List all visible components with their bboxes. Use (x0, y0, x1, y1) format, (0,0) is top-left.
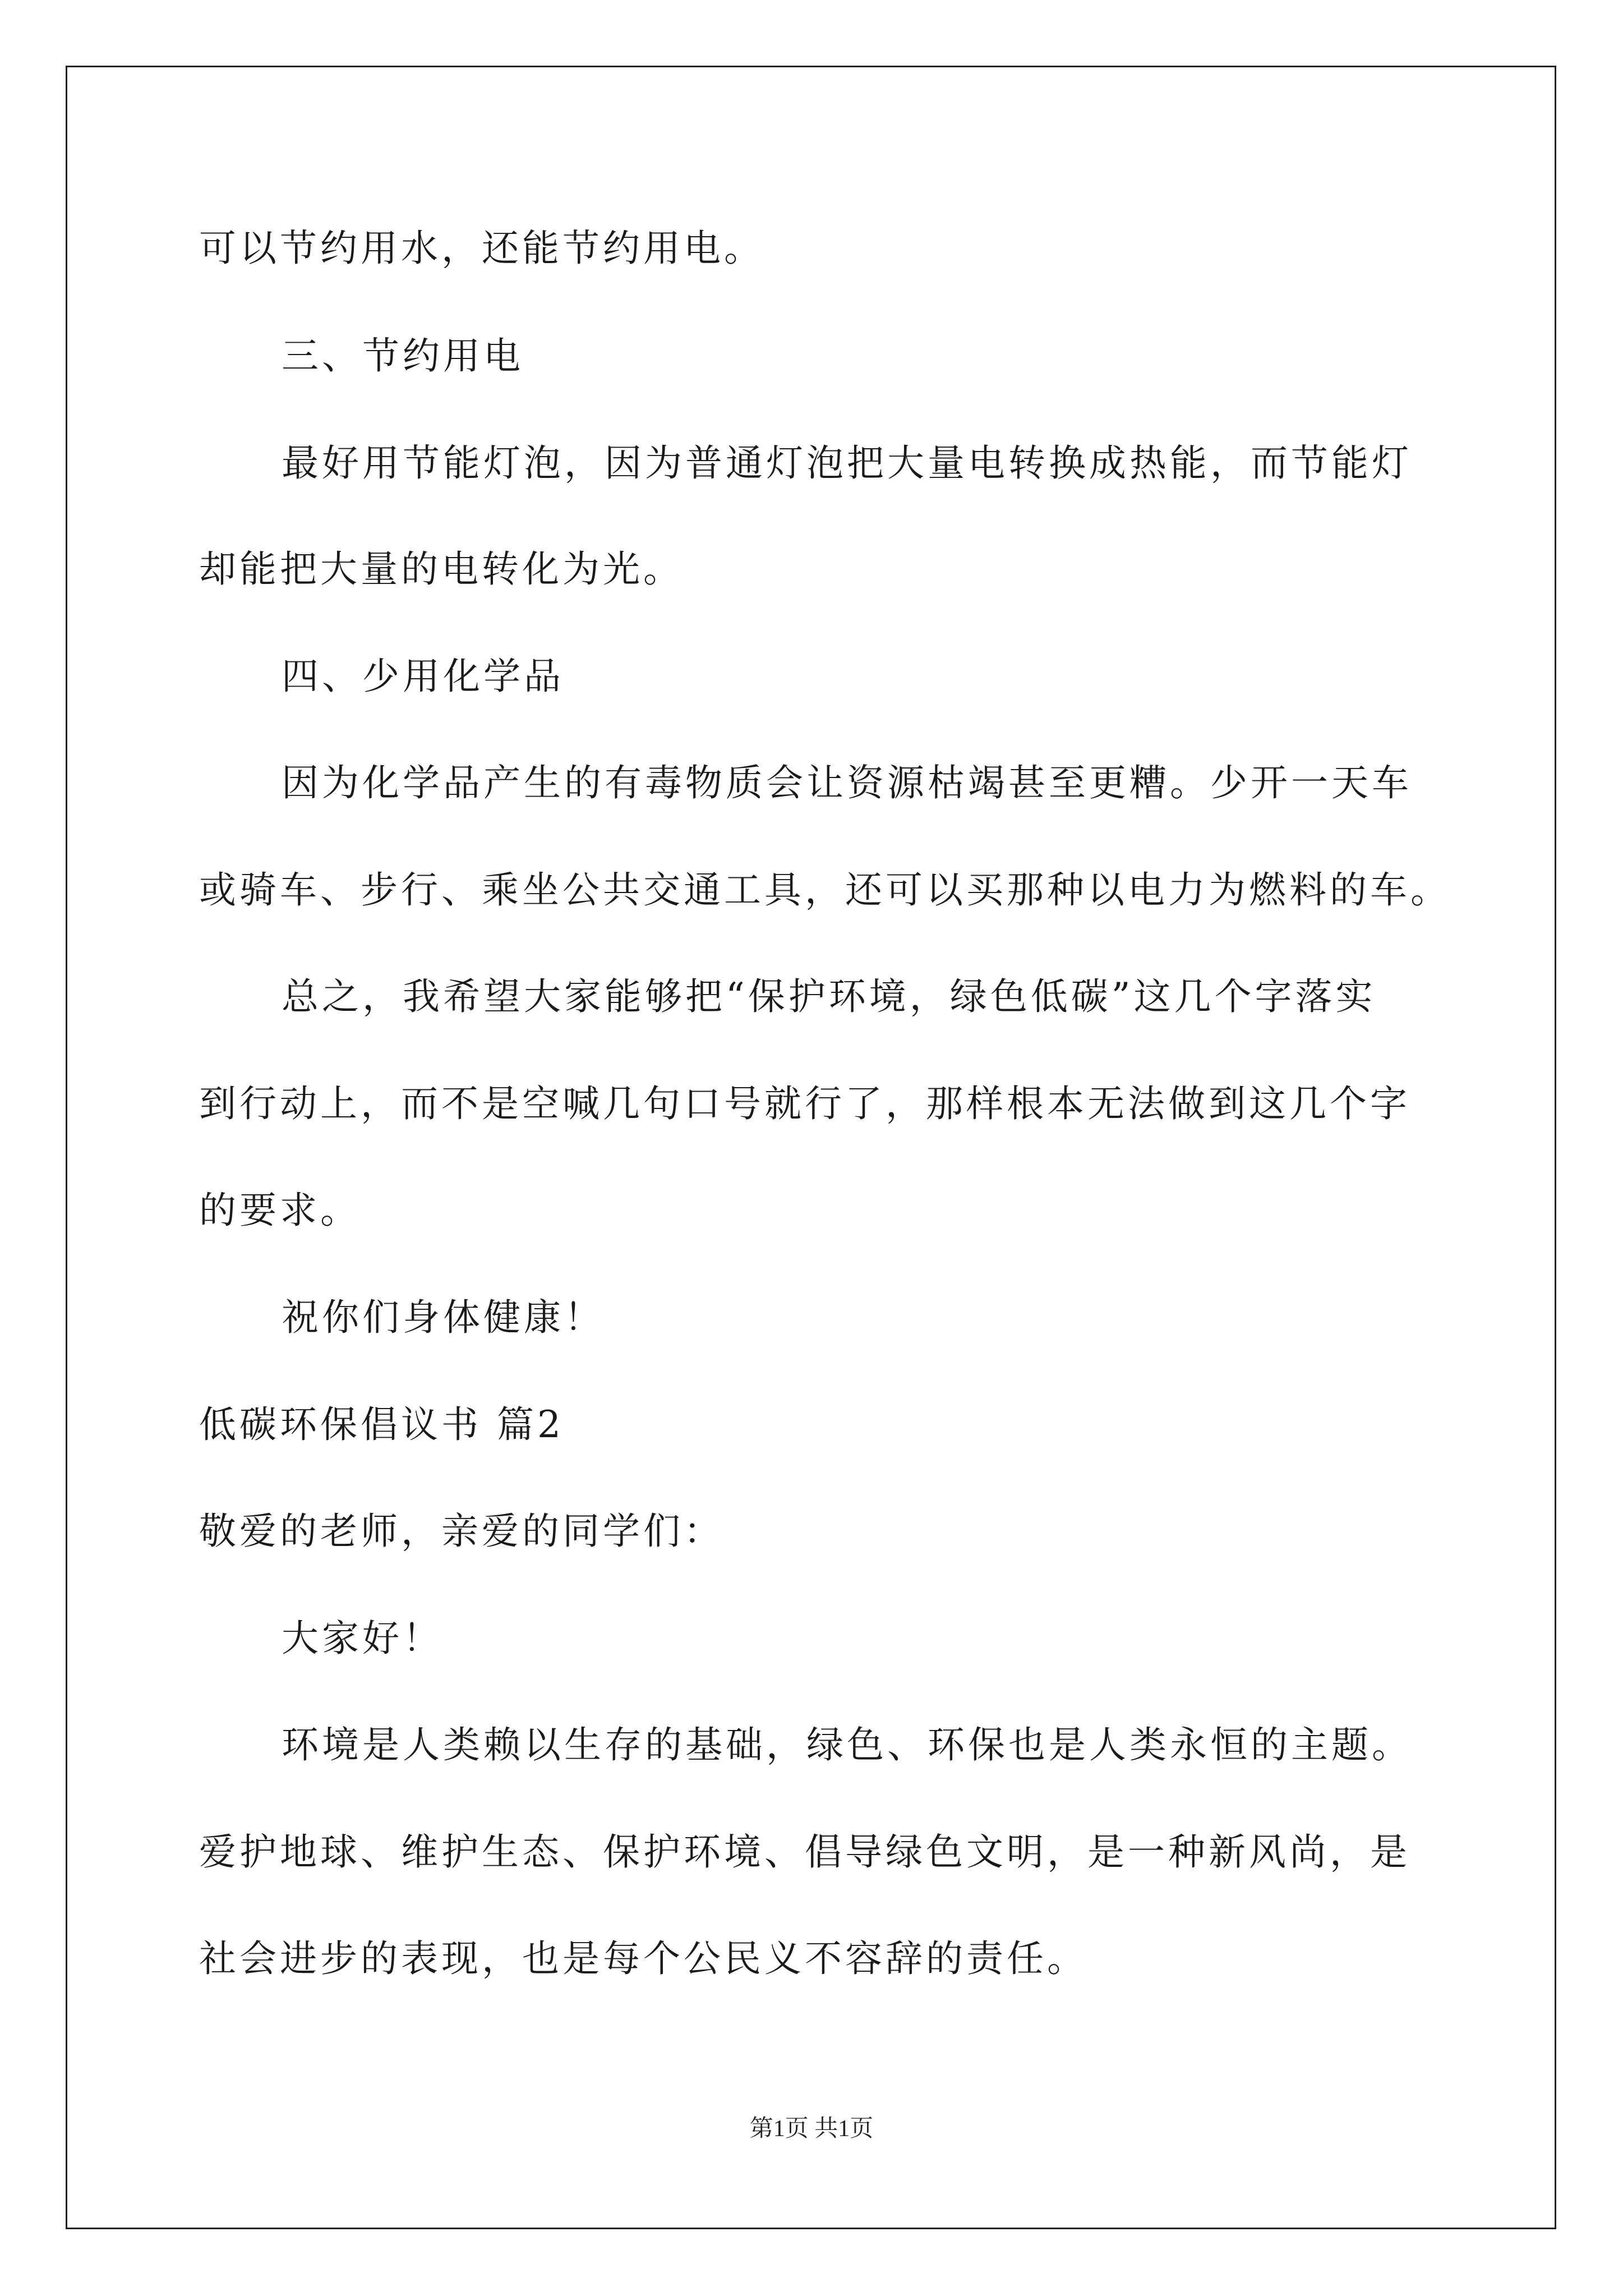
page-footer: 第1页 共1页 (749, 2116, 874, 2142)
body-line: 环境是人类赖以生存的基础，绿色、环保也是人类永恒的主题。 (282, 1723, 1412, 1766)
body-line: 或骑车、步行、乘坐公共交通工具，还可以买那种以电力为燃料的车。 (199, 868, 1451, 912)
body-line: 爱护地球、维护生态、保护环境、倡导绿色文明，是一种新风尚，是 (199, 1830, 1410, 1874)
section-heading: 三、节约用电 (282, 334, 524, 378)
body-line: 到行动上，而不是空喊几句口号就行了，那样根本无法做到这几个字 (199, 1082, 1410, 1125)
article-title: 低碳环保倡议书 篇2 (199, 1403, 564, 1446)
section-heading: 四、少用化学品 (282, 655, 564, 698)
closing-line: 祝你们身体健康！ (282, 1296, 605, 1339)
body-line: 社会进步的表现，也是每个公民义不容辞的责任。 (199, 1937, 1087, 1980)
page-frame (66, 66, 1556, 2229)
body-line: 最好用节能灯泡，因为普通灯泡把大量电转换成热能，而节能灯 (282, 441, 1412, 485)
body-line: 的要求。 (199, 1189, 361, 1232)
body-line: 却能把大量的电转化为光。 (199, 547, 684, 591)
body-line: 总之，我希望大家能够把“保护环境，绿色低碳”这几个字落实 (282, 975, 1376, 1018)
salutation: 敬爱的老师，亲爱的同学们： (199, 1510, 724, 1553)
body-line: 因为化学品产生的有毒物质会让资源枯竭甚至更糟。少开一天车 (282, 761, 1412, 804)
greeting: 大家好！ (282, 1617, 443, 1660)
body-line: 可以节约用水，还能节约用电。 (199, 227, 764, 270)
